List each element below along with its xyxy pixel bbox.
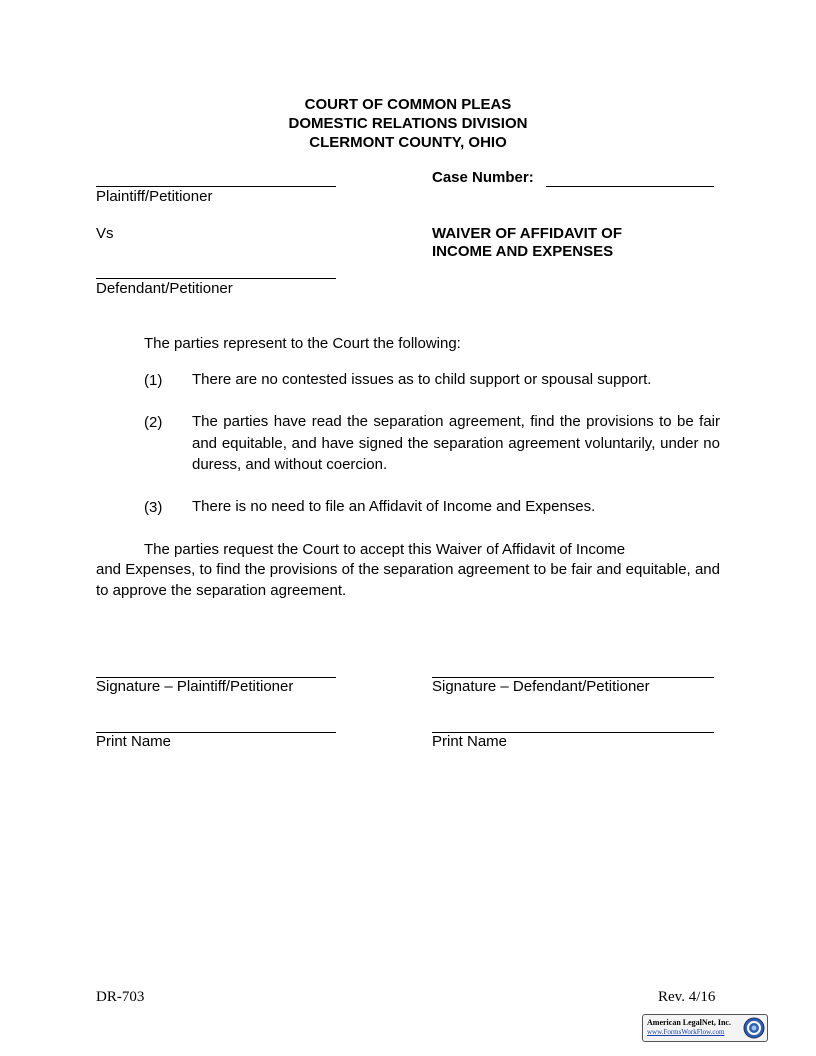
county-name: CLERMONT COUNTY, OHIO xyxy=(309,134,507,151)
division-name: DOMESTIC RELATIONS DIVISION xyxy=(288,115,528,132)
plaintiff-name-line[interactable] xyxy=(96,186,336,187)
form-title-line2: INCOME AND EXPENSES xyxy=(432,243,614,260)
court-name: COURT OF COMMON PLEAS xyxy=(304,96,512,113)
form-title-line1: WAIVER OF AFFIDAVIT OF xyxy=(432,225,622,242)
request-text-rest: and Expenses, to find the provisions of the separation agreement to be fair and equitable, and to approve the separation agreement. xyxy=(96,561,720,599)
globe-icon xyxy=(743,1017,765,1039)
item-number: (1) xyxy=(144,372,163,389)
plaintiff-signature-label: Signature – Plaintiff/Petitioner xyxy=(96,678,294,695)
vs-label: Vs xyxy=(96,225,114,242)
item-text: The parties have read the separation agreement, find the provisions to be fair and equitable, and have signed the separation agreement voluntarily, under no duress, and without coercion. xyxy=(192,413,720,473)
item-text: There are no contested issues as to child support or spousal support. xyxy=(192,371,652,388)
revision-date: Rev. 4/16 xyxy=(658,989,716,1005)
publisher-logo[interactable] xyxy=(642,1014,768,1042)
case-number-field[interactable] xyxy=(546,186,714,187)
item-text: There is no need to file an Affidavit of Income and Expenses. xyxy=(192,498,596,515)
form-id: DR-703 xyxy=(96,989,145,1005)
logo-website-link[interactable]: www.FormsWorkFlow.com xyxy=(647,1028,725,1036)
defendant-name-line[interactable] xyxy=(96,278,336,279)
logo-company-name: American LegalNet, Inc. xyxy=(647,1018,731,1027)
defendant-signature-label: Signature – Defendant/Petitioner xyxy=(432,678,650,695)
item-number: (2) xyxy=(144,414,163,431)
case-number-label: Case Number: xyxy=(432,169,534,186)
plaintiff-label: Plaintiff/Petitioner xyxy=(96,188,213,205)
plaintiff-print-name-label: Print Name xyxy=(96,733,172,750)
defendant-label: Defendant/Petitioner xyxy=(96,280,233,297)
request-text-first-line: The parties request the Court to accept this Waiver of Affidavit of Income xyxy=(144,541,626,558)
item-number: (3) xyxy=(144,499,163,516)
intro-text: The parties represent to the Court the following: xyxy=(144,335,461,352)
defendant-print-name-label: Print Name xyxy=(432,733,508,750)
